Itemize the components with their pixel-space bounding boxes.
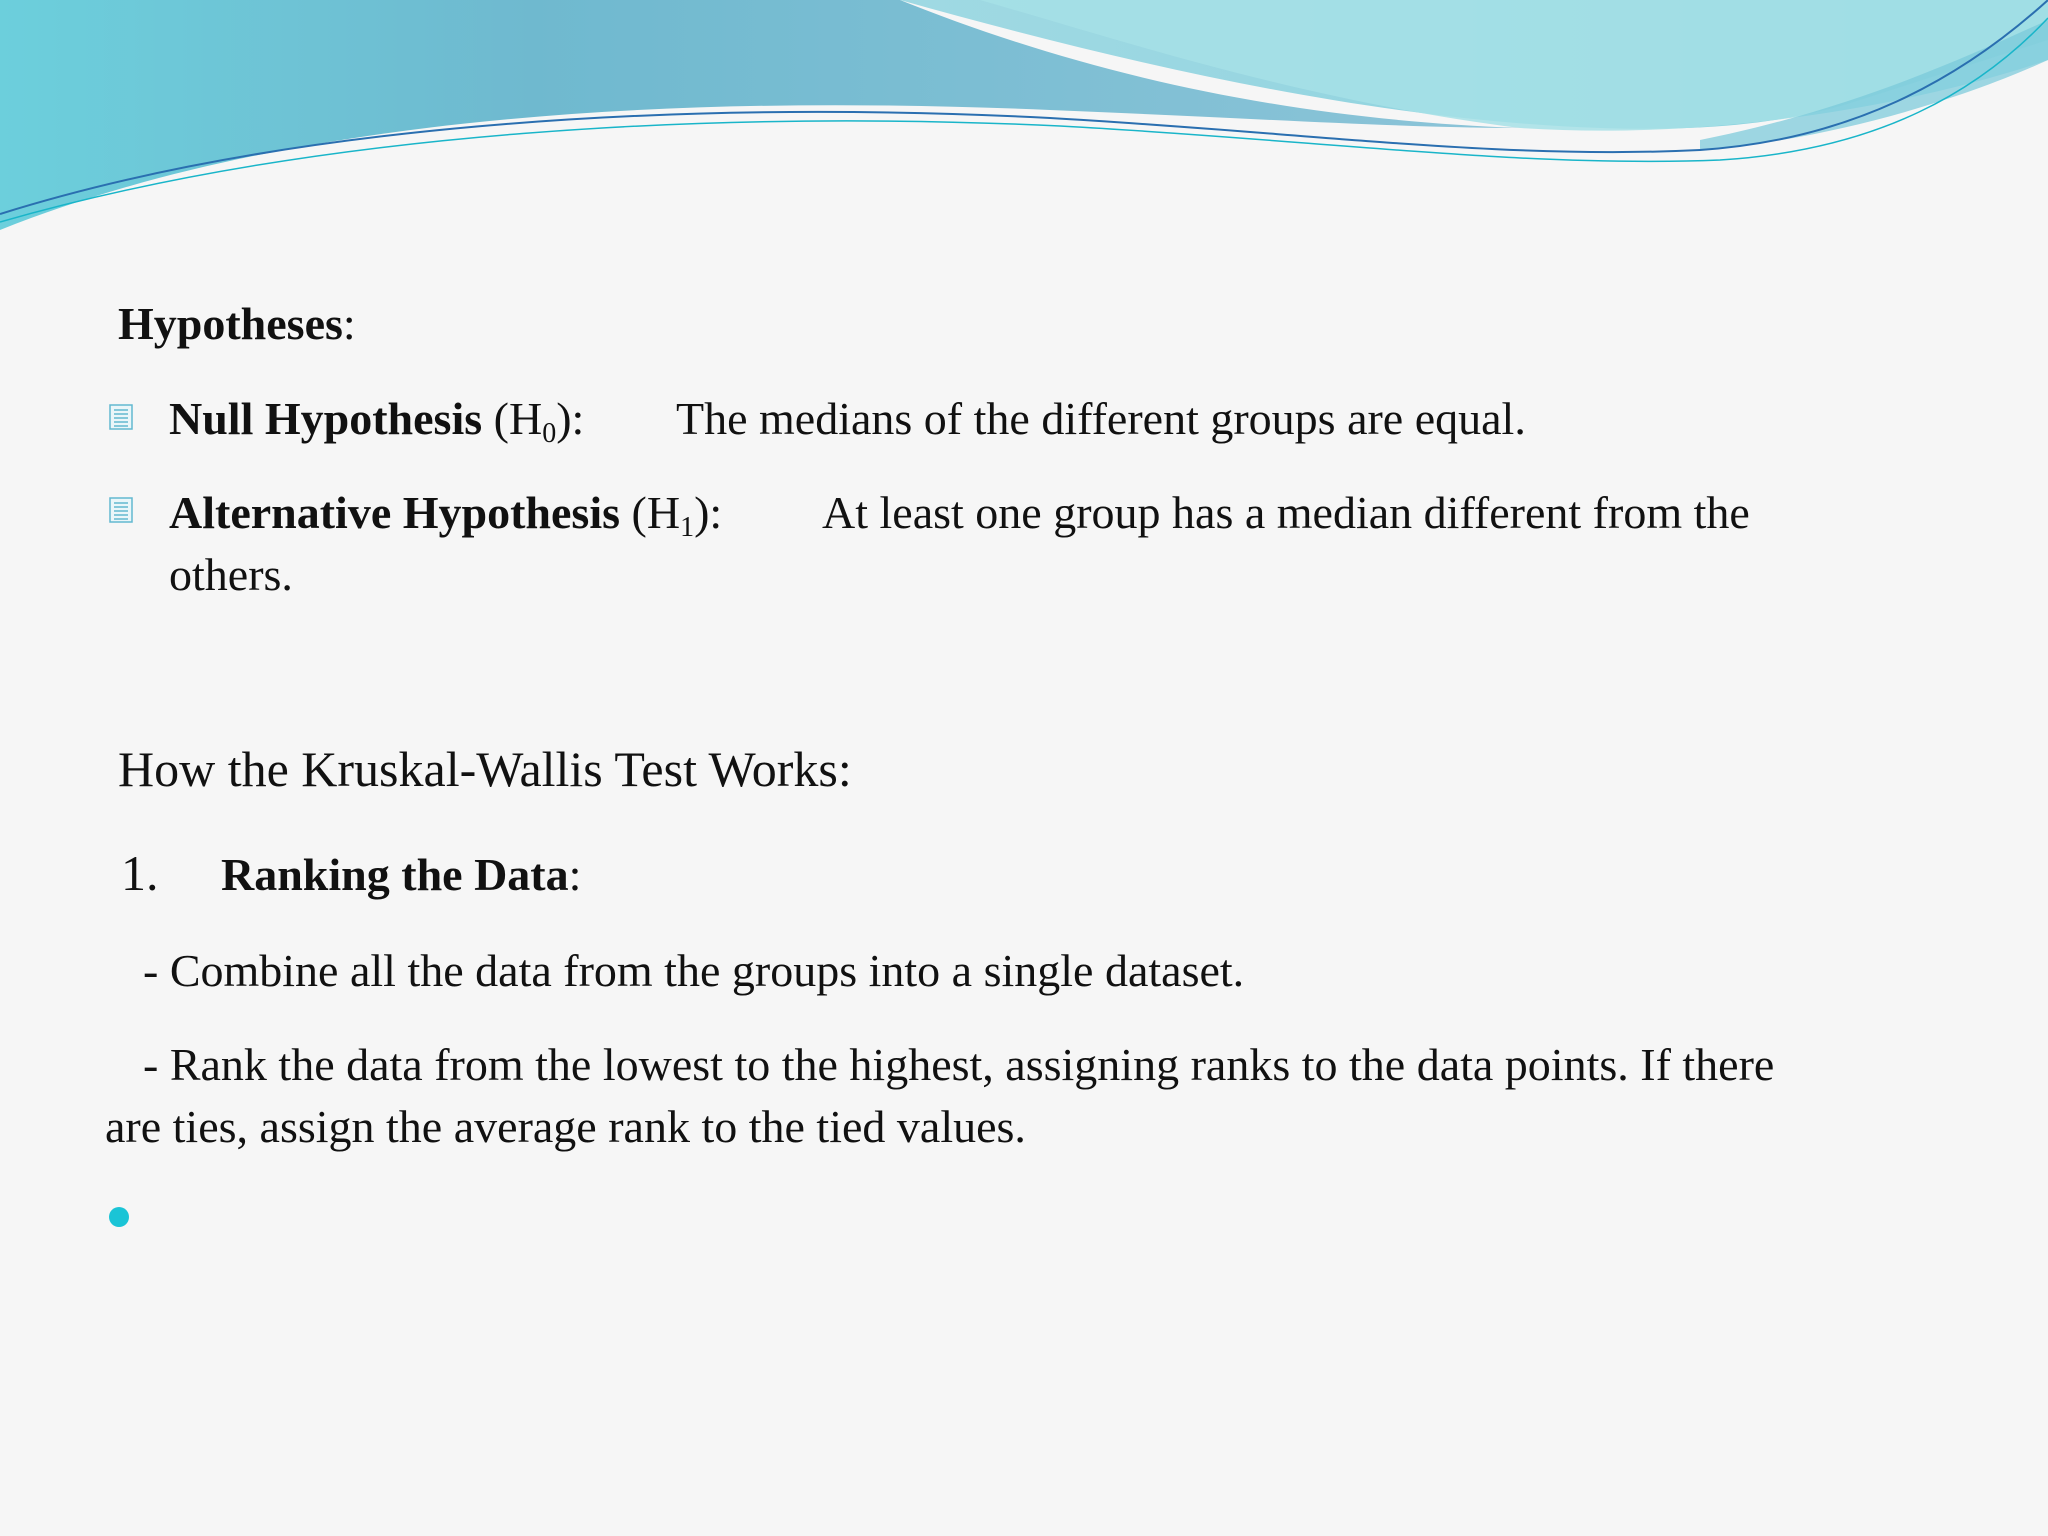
step-line-rank: - Rank the data from the lowest to the highest, assigning ranks to the data points. If there — [143, 1039, 1775, 1090]
alternative-hypothesis-symbol-close: ): — [694, 487, 723, 538]
alternative-hypothesis — [169, 482, 722, 544]
null-hypothesis-text: The medians of the different groups are equal. — [676, 393, 1526, 444]
list-page-icon — [109, 497, 133, 523]
step-title-text: Ranking the Data — [221, 849, 569, 900]
step-title — [221, 844, 581, 906]
null-hypothesis-symbol-open: (H — [482, 393, 543, 444]
null-hypothesis — [169, 388, 584, 450]
null-hypothesis-subscript: 0 — [542, 418, 557, 449]
step-title-colon: : — [568, 849, 582, 900]
dot-icon — [109, 1207, 129, 1227]
alternative-hypothesis-text: At least one group has a median different from the — [822, 487, 1750, 538]
alternative-hypothesis-subscript: 1 — [680, 512, 695, 543]
header-wave-banner — [0, 0, 2048, 240]
hypotheses-heading-colon: : — [342, 298, 356, 349]
list-page-icon — [109, 404, 133, 430]
hypotheses-heading-text: Hypotheses — [118, 298, 343, 349]
null-hypothesis-symbol-close: ): — [556, 393, 585, 444]
alternative-hypothesis-label: Alternative Hypothesis — [169, 487, 621, 538]
how-it-works-heading: How the Kruskal-Wallis Test Works: — [118, 741, 852, 797]
step-line-rank-cont: are ties, assign the average rank to the tied values. — [105, 1101, 1026, 1152]
hypotheses-heading — [118, 293, 356, 355]
null-hypothesis-label: Null Hypothesis — [169, 393, 483, 444]
step-line-combine: - Combine all the data from the groups into a single dataset. — [143, 945, 1245, 996]
alternative-hypothesis-symbol-open: (H — [620, 487, 681, 538]
alternative-hypothesis-text-cont: others. — [169, 549, 293, 600]
step-number: 1. — [121, 845, 159, 901]
